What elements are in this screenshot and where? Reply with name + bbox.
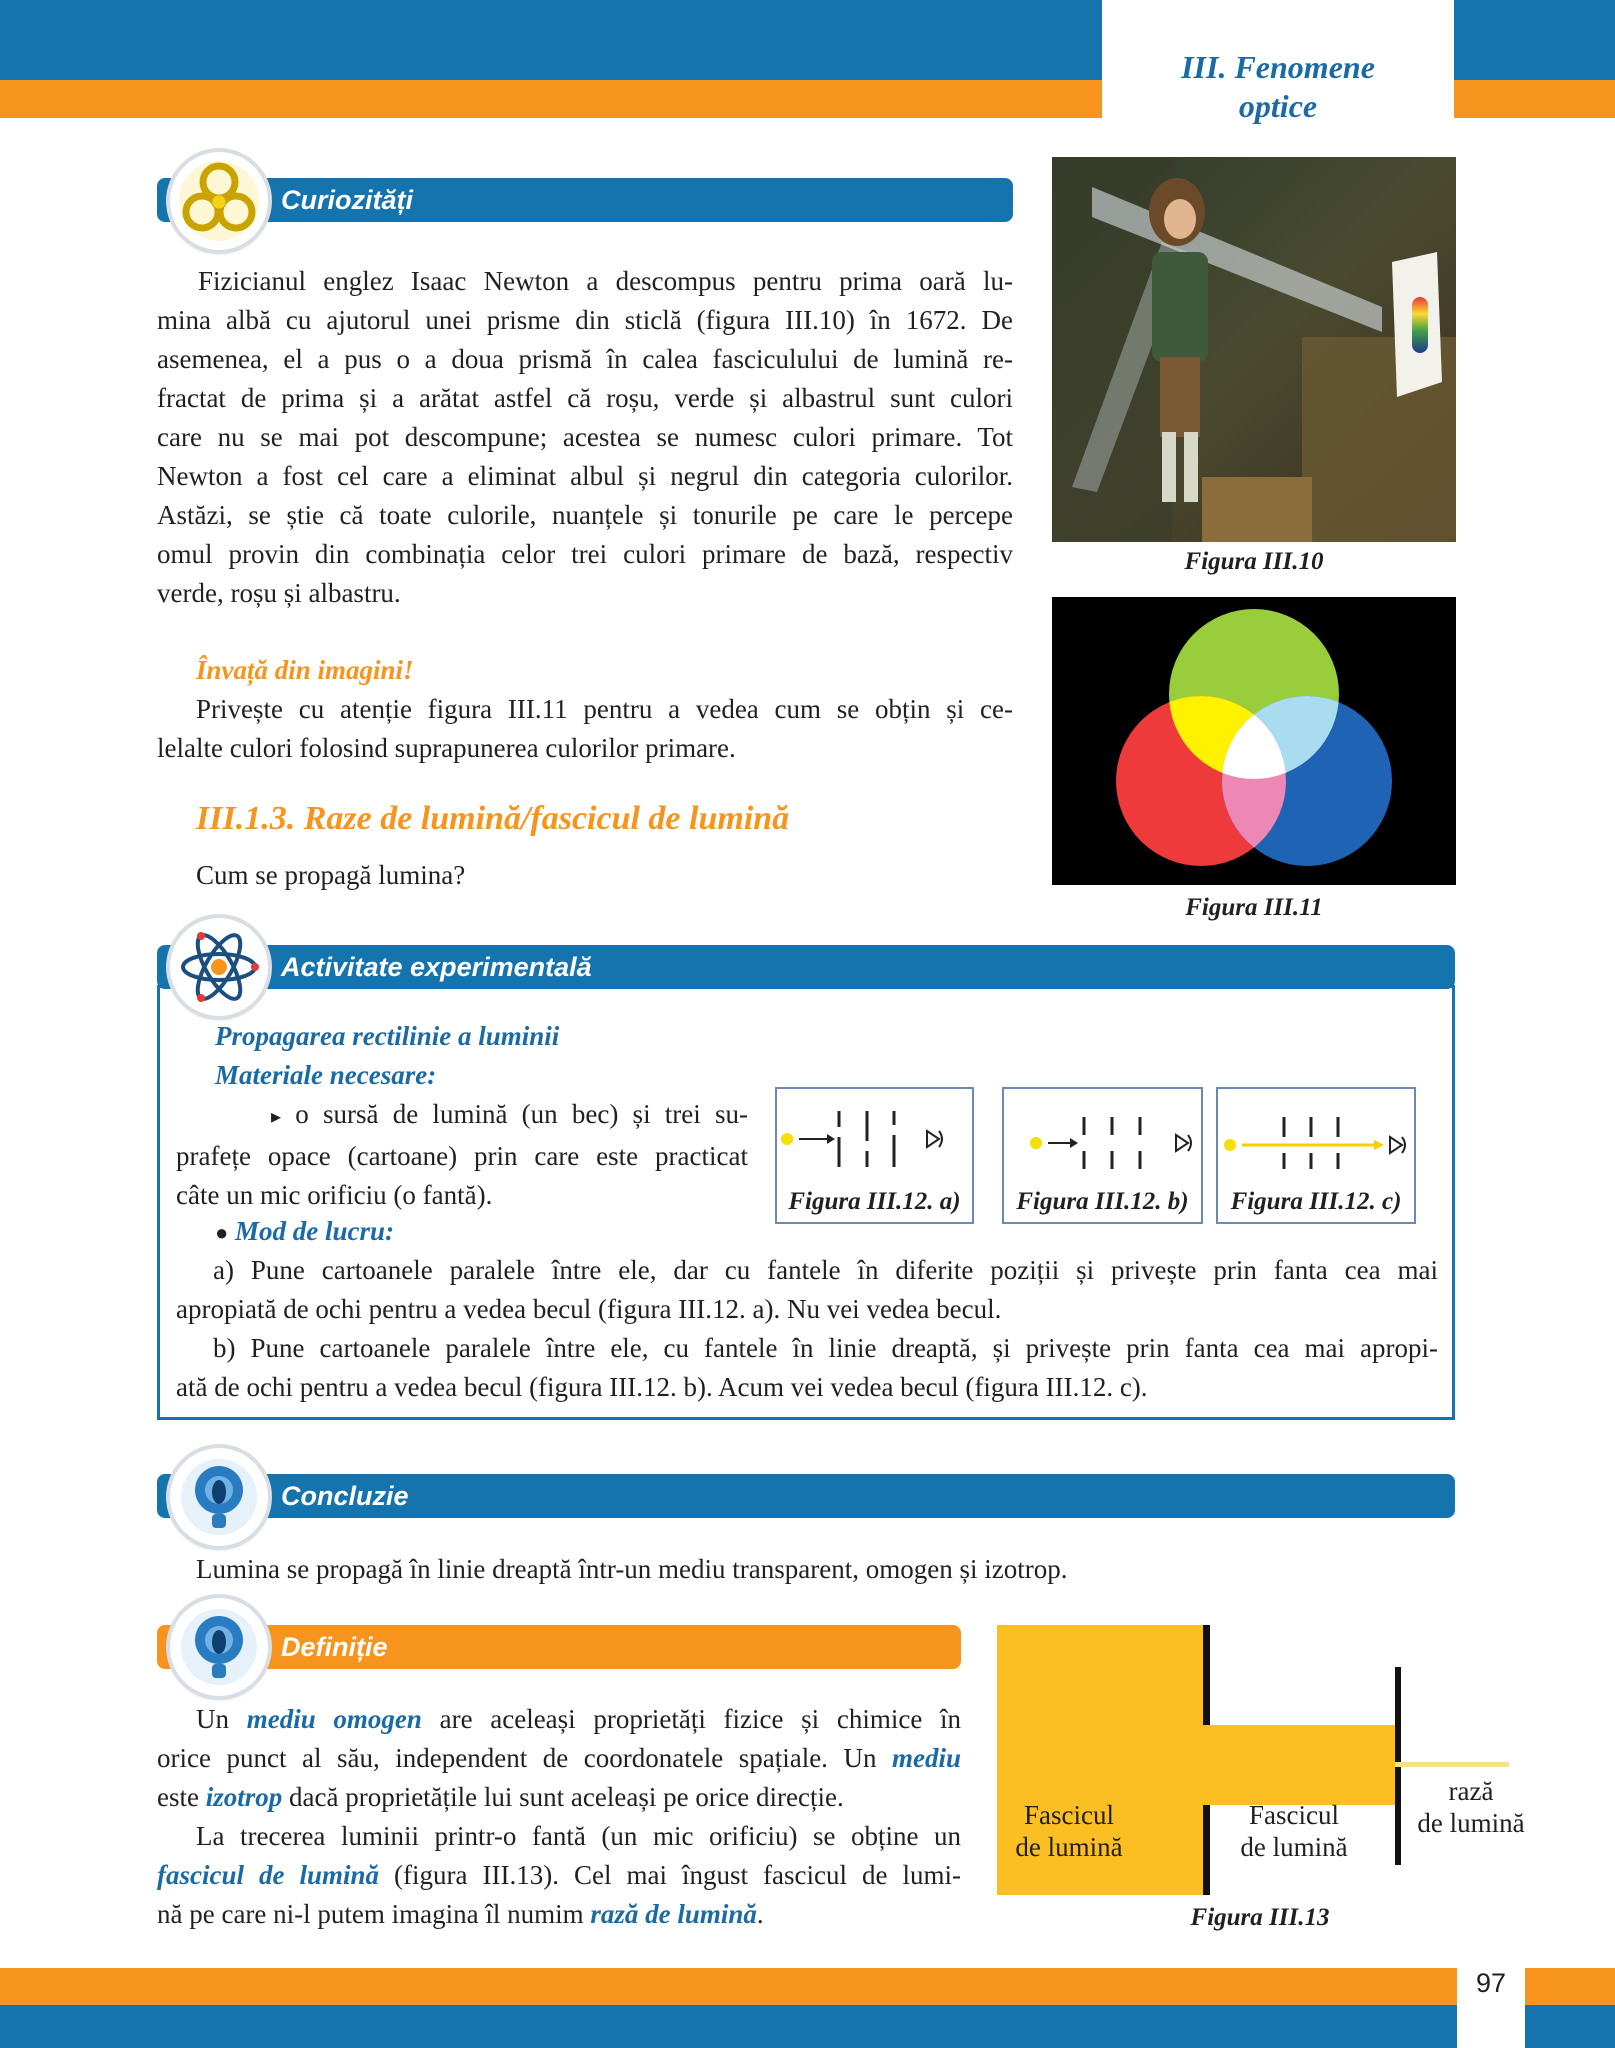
materials-line: câte un mic orificiu (o fantă). bbox=[176, 1180, 493, 1210]
procedure-line: ată de ochi pentru a vedea becul (figura III.12. b). Acum vei vedea becul (figura III.12. c). bbox=[176, 1372, 1148, 1402]
procedure-text bbox=[176, 1251, 1438, 1407]
chapter-title-line1: III. Fenomene bbox=[1181, 49, 1375, 85]
footer-blue-band bbox=[0, 2005, 1615, 2048]
definitie-line-5: fascicul de lumină (figura III.13). Cel mai îngust fascicul de lumi- bbox=[157, 1860, 961, 1890]
term-fascicul: fascicul de lumină bbox=[157, 1860, 380, 1890]
label-fascicul-2-line2: de lumină bbox=[1240, 1832, 1348, 1862]
definitie-line-2: orice punct al său, independent de coordonatele spațiale. Un mediu bbox=[157, 1743, 961, 1773]
procedure-line: apropiată de ochi pentru a vedea becul (figura III.12. a). Nu vei vedea becul. bbox=[176, 1294, 1002, 1324]
activity-bar bbox=[157, 945, 1455, 989]
figure-11-caption: Figura III.11 bbox=[1185, 894, 1323, 921]
definitie-text bbox=[157, 1700, 961, 1934]
info-icon bbox=[170, 1448, 268, 1546]
activity-subtitle-2: Materiale necesare: bbox=[215, 1060, 437, 1090]
narrow-beam bbox=[1207, 1725, 1395, 1805]
materials-line-1: o sursă de lumină (un bec) și trei su- bbox=[295, 1099, 748, 1129]
definitie-bar bbox=[157, 1625, 961, 1669]
activity-title: Activitate experimentală bbox=[281, 952, 592, 982]
term-mediu-omogen: mediu omogen bbox=[246, 1704, 422, 1734]
mod-lucru bbox=[215, 1212, 394, 1252]
figure-12a-caption: Figura III.12. a) bbox=[788, 1188, 961, 1215]
label-raza-line1: rază bbox=[1448, 1776, 1494, 1806]
biohazard-icon bbox=[170, 152, 268, 250]
chapter-title bbox=[1102, 48, 1454, 126]
figure-12c bbox=[1216, 1087, 1416, 1224]
figure-13-caption: Figura III.13 bbox=[1190, 1904, 1330, 1931]
label-fascicul-1-line1: Fascicul bbox=[1024, 1800, 1114, 1830]
invata-line: Privește cu atenție figura III.11 pentru a vedea cum se obțin și ce- bbox=[196, 694, 1013, 724]
section-heading: III.1.3. Raze de lumină/fascicul de lumină bbox=[196, 800, 790, 837]
activity-subtitle-1: Propagarea rectilinie a luminii bbox=[215, 1021, 560, 1051]
invata-title bbox=[196, 651, 1013, 690]
curiozitati-line: omul provin din combinația celor trei culori primare de bază, respectiv bbox=[157, 539, 1013, 569]
concluzie-text: Lumina se propagă în linie dreaptă într-un mediu transparent, omogen și izotrop. bbox=[196, 1554, 1068, 1584]
definitie-title: Definiție bbox=[281, 1632, 388, 1662]
light-ray bbox=[1395, 1762, 1509, 1767]
mod-lucru-title: Mod de lucru: bbox=[235, 1216, 395, 1246]
invata-line: lelalte culori folosind suprapunerea culorilor primare. bbox=[157, 733, 736, 763]
definitie-line-1: Un mediu omogen are aceleași proprietăți fizice și chimice în bbox=[196, 1704, 961, 1734]
figure-12b bbox=[1002, 1087, 1203, 1224]
curiozitati-line: asemenea, el a pus o a doua prismă în calea fasciculului de lumină re- bbox=[157, 344, 1013, 374]
activity-subtitle bbox=[215, 1017, 559, 1095]
definitie-line-6: nă pe care ni-l putem imagina îl numim rază de lumină. bbox=[157, 1899, 764, 1929]
curiozitati-line: mina albă cu ajutorul unei prisme din sticlă (figura III.10) în 1672. De bbox=[157, 305, 1013, 335]
figure-12b-caption: Figura III.12. b) bbox=[1016, 1188, 1189, 1215]
materials-line: prafețe opace (cartoane) prin care este practicat bbox=[176, 1141, 748, 1171]
concluzie-title: Concluzie bbox=[281, 1481, 409, 1511]
atom-icon bbox=[170, 918, 268, 1016]
curiozitati-text bbox=[157, 262, 1013, 613]
term-izotrop: izotrop bbox=[205, 1782, 283, 1812]
label-fascicul-1-line2: de lumină bbox=[1015, 1832, 1123, 1862]
invata-title-text: Învață din imagini! bbox=[196, 655, 414, 685]
concluzie-bar bbox=[157, 1474, 1455, 1518]
figure-12a bbox=[775, 1087, 974, 1224]
term-mediu: mediu bbox=[891, 1743, 961, 1773]
curiozitati-line: verde, roșu și albastru. bbox=[157, 578, 401, 608]
curiozitati-line: fractat de prima și a arătat astfel că roșu, verde și albastrul sunt culori bbox=[157, 383, 1013, 413]
label-raza-line2: de lumină bbox=[1417, 1808, 1525, 1838]
curiozitati-line: Fizicianul englez Isaac Newton a descompus pentru prima oară lu- bbox=[198, 266, 1013, 296]
newton-prism-painting bbox=[1052, 157, 1456, 542]
materials-text bbox=[176, 1095, 748, 1215]
additive-color-diagram bbox=[1052, 597, 1456, 885]
procedure-line: b) Pune cartoanele paralele între ele, cu fantele în linie dreaptă, și privește prin fanta cea mai apropi- bbox=[213, 1333, 1438, 1363]
page-number: 97 bbox=[1475, 1968, 1507, 1998]
label-fascicul-1 bbox=[1009, 1799, 1129, 1863]
footer-orange-band bbox=[0, 1968, 1615, 2005]
bullet-dot-icon: ● bbox=[215, 1220, 229, 1245]
invata-text bbox=[157, 690, 1013, 768]
materials-line bbox=[176, 1095, 748, 1137]
chapter-title-line2: optice bbox=[1238, 88, 1318, 124]
curiozitati-line: Newton a fost cel care a eliminat albul și negrul din categoria culorilor. bbox=[157, 461, 1013, 491]
figure-12c-caption: Figura III.12. c) bbox=[1230, 1188, 1402, 1215]
term-raza: rază de lumină bbox=[590, 1899, 757, 1929]
curiozitati-line: Astăzi, se știe că toate culorile, nuanțele și tonurile pe care le percepe bbox=[157, 500, 1013, 530]
definitie-line-3: este izotrop dacă proprietățile lui sunt aceleași pe orice direcție. bbox=[157, 1782, 844, 1812]
definition-icon bbox=[170, 1598, 268, 1696]
procedure-line: a) Pune cartoanele paralele între ele, dar cu fantele în diferite poziții și privește prin fanta cea mai bbox=[213, 1255, 1438, 1285]
figure-13 bbox=[995, 1625, 1555, 1905]
label-raza bbox=[1407, 1775, 1535, 1839]
label-fascicul-2 bbox=[1233, 1799, 1355, 1863]
curiozitati-bar bbox=[157, 178, 1013, 222]
bullet-arrow-icon: ▸ bbox=[271, 1106, 282, 1128]
curiozitati-title: Curiozități bbox=[281, 185, 413, 215]
section-question: Cum se propagă lumina? bbox=[196, 860, 466, 890]
curiozitati-line: care nu se mai pot descompune; acestea se numesc culori primare. Tot bbox=[157, 422, 1013, 452]
figure-10-caption: Figura III.10 bbox=[1184, 548, 1324, 575]
definitie-line-4: La trecerea luminii printr-o fantă (un mic orificiu) se obține un bbox=[196, 1821, 961, 1851]
label-fascicul-2-line1: Fascicul bbox=[1249, 1800, 1339, 1830]
